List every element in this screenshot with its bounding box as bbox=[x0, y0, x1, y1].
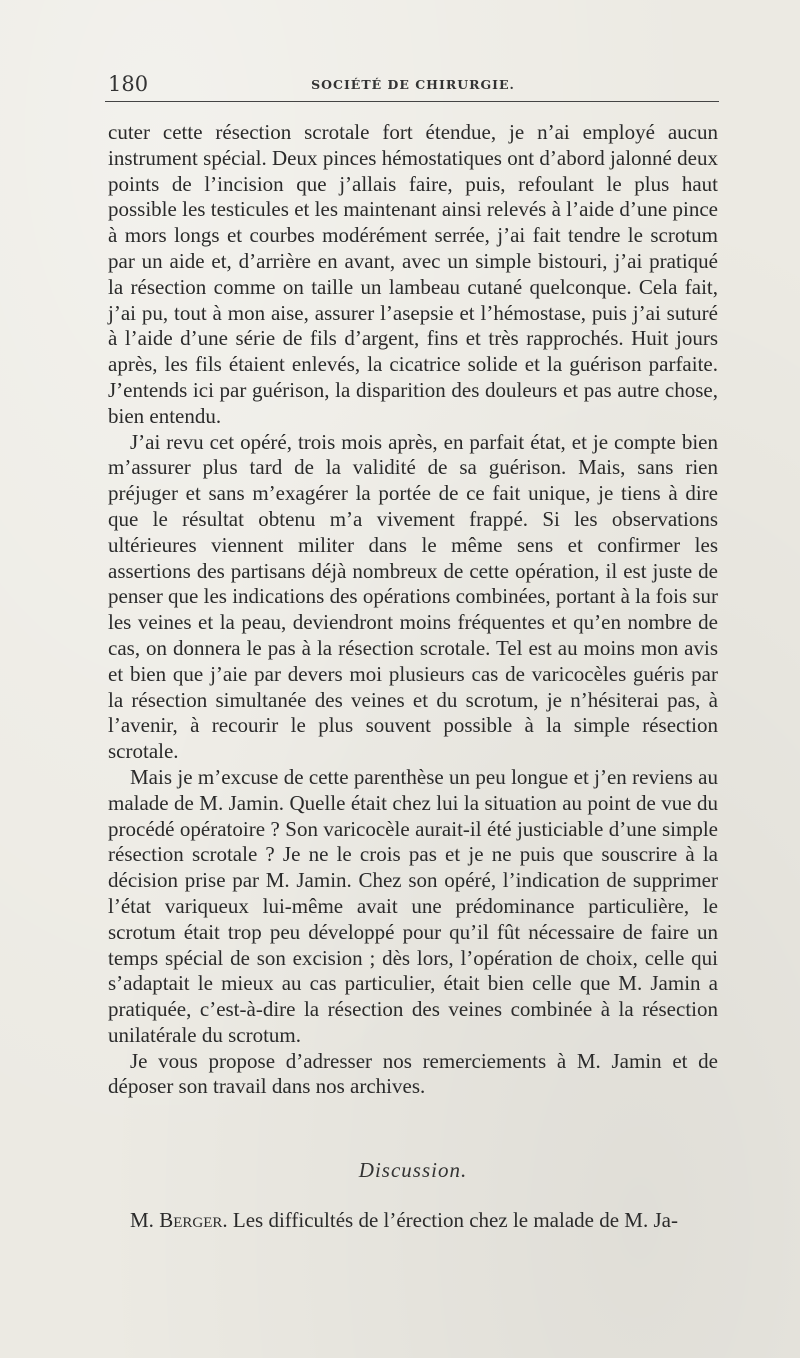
header-rule bbox=[105, 101, 719, 102]
body-text bbox=[108, 120, 718, 1100]
speaker-name: Berger bbox=[159, 1208, 223, 1232]
paragraph-1: cuter cette résection scrotale fort étendue, je n’ai employé aucun instrument spécial. Deux pinces hémostatiques ont d’abord jalonné deux points de l’incision que j’allais faire, puis, refoulant le plus haut possible les testicules et les maintenant ainsi relevés à l’aide d’une pince à mors longs et courbes modérément serrée, j’ai fait tendre le scrotum par un aide et, d’arrière en avant, avec un simple bistouri, j’ai pratiqué la résection comme on taille un lambeau cutané quelconque. Cela fait, j’ai pu, tout à mon aise, assurer l’asepsie et l’hémostase, puis j’ai suturé à l’aide d’une série de fils d’argent, fins et très rapprochés. Huit jours après, les fils étaient enlevés, la cicatrice solide et la guérison parfaite. J’entends ici par guérison, la disparition des douleurs et pas autre chose, bien entendu. bbox=[108, 120, 718, 428]
speaker-prefix: M. bbox=[130, 1208, 160, 1232]
paragraph-3: Mais je m’excuse de cette parenthèse un peu longue et j’en reviens au malade de M. Jamin. Quelle était chez lui la situation au point de vue du procédé opératoire ? Son varicocèle aurait-il été justiciable d’une simple résection scrotale ? Je ne le crois pas et je ne puis que souscrire à la décision prise par M. Jamin. Chez son opéré, l’indication de supprimer l’état variqueux lui-même avait une prédominance particulière, le scrotum était trop peu développé pour qu’il fût nécessaire de faire un temps spécial de son excision ; dès lors, l’opération de choix, celle qui s’adaptait le mieux au cas particulier, était bien celle que M. Jamin a pratiquée, c’est-à-dire la résection des veines combinée à la résection unilatérale du scrotum. bbox=[108, 764, 718, 1047]
paragraph-4: Je vous propose d’adresser nos remerciements à M. Jamin et de déposer son travail dans nos archives. bbox=[108, 1048, 718, 1099]
section-heading: Discussion. bbox=[358, 1158, 468, 1182]
final-line-text: . Les difficultés de l’érection chez le malade de M. Ja- bbox=[222, 1208, 678, 1232]
running-head: SOCIÉTÉ DE CHIRURGIE. bbox=[311, 77, 515, 92]
page-number: 180 bbox=[108, 72, 149, 96]
paragraph-2: J’ai revu cet opéré, trois mois après, en parfait état, et je compte bien m’assurer plus tard de la validité de sa guérison. Mais, sans rien préjuger et sans m’exagérer la portée de ce fait unique, je tiens à dire que le résultat obtenu m’a vivement frappé. Si les observations ultérieures viennent militer dans le même sens et confirmer les assertions des partisans déjà nombreux de cette opération, il est juste de penser que les indications des opérations combinées, portant à la fois sur les veines et la peau, deviendront moins fréquentes et qu’en nombre de cas, on donnera le pas à la résection scrotale. Tel est au moins mon avis et bien que j’aie par devers moi plusieurs cas de varicocèles guéris par la résection simultanée des veines et du scrotum, je n’hésiterai pas, à l’avenir, à recourir le plus souvent possible à la simple résection scrotale. bbox=[108, 429, 719, 764]
final-paragraph-start bbox=[108, 1208, 718, 1234]
page-header bbox=[108, 72, 718, 100]
